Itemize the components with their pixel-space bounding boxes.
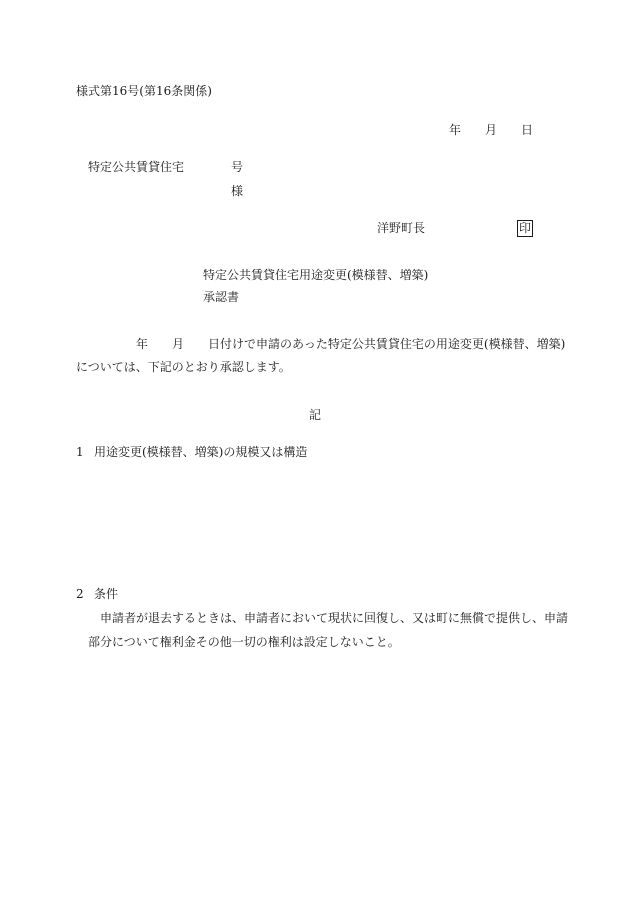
item1-text: 用途変更(模様替、増築)の規模又は構造 — [94, 445, 308, 459]
date-year-label: 年 — [449, 123, 462, 137]
item1-number: 1 — [76, 445, 84, 459]
document-title-line2: 承認書 — [203, 290, 240, 304]
body-text-line2: については、下記のとおり承認します。 — [76, 360, 291, 374]
document-title-line1: 特定公共賃貸住宅用途変更(模様替、増築) — [203, 268, 429, 282]
item2-number: 2 — [76, 587, 84, 601]
addressee-number-suffix: 号 — [231, 160, 244, 174]
body-month-label: 月 — [172, 337, 185, 351]
addressee-honorific: 様 — [231, 184, 244, 198]
date-month-label: 月 — [485, 123, 498, 137]
body-year-label: 年 — [136, 337, 149, 351]
ki-heading: 記 — [309, 408, 322, 422]
item2-title: 条件 — [94, 587, 119, 601]
issuer-name: 洋野町長 — [377, 221, 426, 235]
form-label: 様式第16号(第16条関係) — [76, 84, 212, 98]
date-day-label: 日 — [521, 123, 534, 137]
item2-text-line2: 部分について権利金その他一切の権利は設定しないこと。 — [88, 635, 400, 649]
seal-mark — [517, 220, 533, 237]
body-text-line1: 日付けで申請のあった特定公共賃貸住宅の用途変更(模様替、増築) — [208, 337, 566, 351]
seal-text: 印 — [519, 221, 532, 235]
addressee-title: 特定公共賃貸住宅 — [88, 160, 185, 174]
item2-text-line1: 申請者が退去するときは、申請者において現状に回復し、又は町に無償で提供し、申請 — [100, 611, 569, 625]
